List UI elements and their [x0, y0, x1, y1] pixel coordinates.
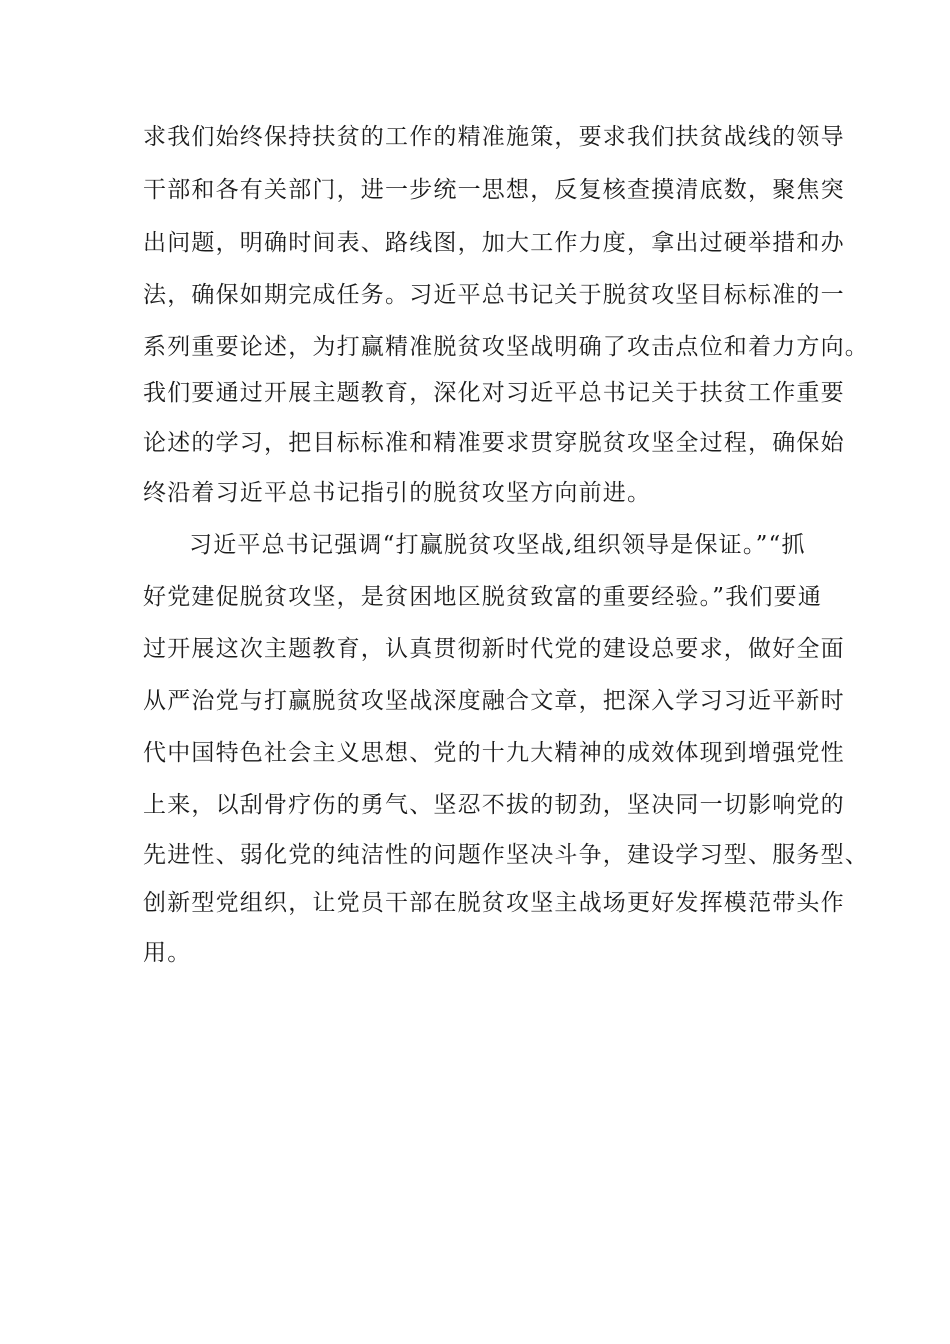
paragraph-2-line-3: 过开展这次主题教育，认真贯彻新时代党的建设总要求，做好全面 [143, 636, 845, 662]
paragraph-1-line-1: 求我们始终保持扶贫的工作的精准施策，要求我们扶贫战线的领导 [143, 124, 845, 150]
paragraph-2-line-6: 上来，以刮骨疗伤的勇气、坚忍不拔的韧劲，坚决同一切影响党的 [143, 792, 845, 818]
paragraph-2-line-4: 从严治党与打赢脱贫攻坚战深度融合文章，把深入学习习近平新时 [143, 688, 845, 714]
paragraph-2-line-7: 先进性、弱化党的纯洁性的问题作坚决斗争，建设学习型、服务型、 [143, 842, 869, 868]
paragraph-1-line-4: 法，确保如期完成任务。习近平总书记关于脱贫攻坚目标标准的一 [143, 282, 845, 308]
paragraph-1-line-7: 论述的学习，把目标标准和精准要求贯穿脱贫攻坚全过程，确保始 [143, 430, 845, 456]
paragraph-1-line-6: 我们要通过开展主题教育，深化对习近平总书记关于扶贫工作重要 [143, 380, 845, 406]
paragraph-1-line-5: 系列重要论述，为打赢精准脱贫攻坚战明确了攻击点位和着力方向。 [143, 334, 869, 360]
paragraph-1-line-2: 干部和各有关部门，进一步统一思想，反复核查摸清底数，聚焦突 [143, 177, 845, 203]
paragraph-1-line-8: 终沿着习近平总书记指引的脱贫攻坚方向前进。 [143, 480, 652, 506]
paragraph-2-line-5: 代中国特色社会主义思想、党的十九大精神的成效体现到增强党性 [143, 740, 845, 766]
paragraph-1-line-3: 出问题，明确时间表、路线图，加大工作力度，拿出过硬举措和办 [143, 230, 845, 256]
paragraph-2-line-2: 好党建促脱贫攻坚，是贫困地区脱贫致富的重要经验。”我们要通 [143, 584, 823, 610]
paragraph-2-line-8: 创新型党组织，让党员干部在脱贫攻坚主战场更好发挥模范带头作 [143, 890, 845, 916]
paragraph-2-line-9: 用。 [143, 940, 192, 966]
paragraph-2-line-1: 习近平总书记强调“打赢脱贫攻坚战,组织领导是保证。”“抓 [189, 532, 806, 558]
